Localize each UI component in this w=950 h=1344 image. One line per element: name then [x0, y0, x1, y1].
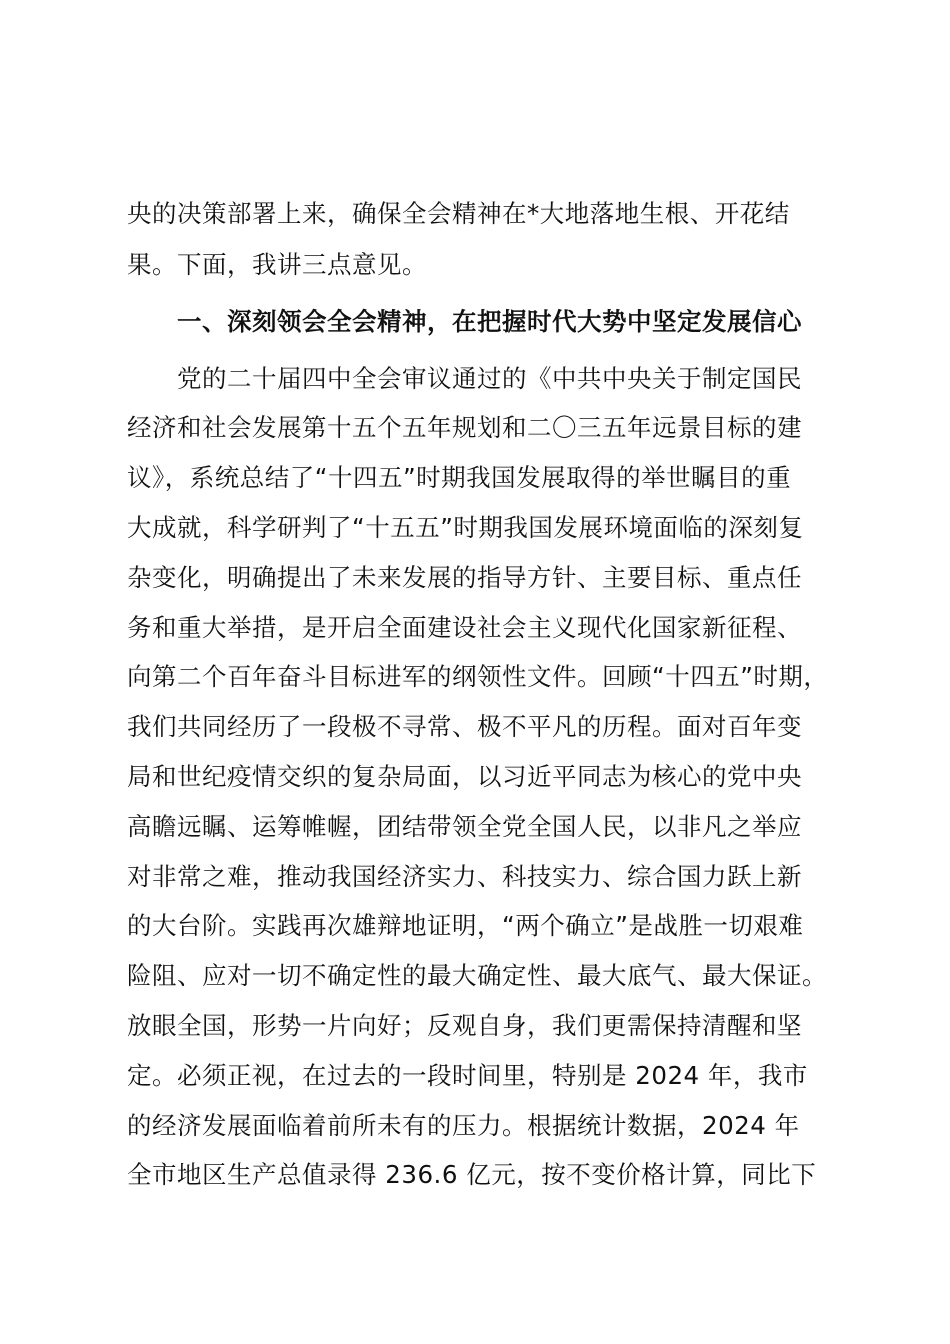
body-text-line: 的大台阶。实践再次雄辩地证明，“两个确立”是战胜一切艰难	[127, 911, 804, 940]
body-text-line: 的经济发展面临着前所未有的压力。根据统计数据，2024 年	[127, 1111, 800, 1140]
body-text-line: 杂变化，明确提出了未来发展的指导方针、主要目标、重点任	[127, 563, 802, 592]
body-text-line: 险阻、应对一切不确定性的最大确定性、最大底气、最大保证。	[127, 961, 827, 990]
body-text-line: 全市地区生产总值录得 236.6 亿元，按不变价格计算，同比下	[127, 1160, 817, 1189]
body-text-line: 央的决策部署上来，确保全会精神在*大地落地生根、开花结	[127, 199, 790, 228]
body-text-line: 定。必须正视，在过去的一段时间里，特别是 2024 年，我市	[127, 1061, 808, 1090]
body-text-line: 放眼全国，形势一片向好；反观自身，我们更需保持清醒和坚	[127, 1011, 802, 1040]
body-text-line: 务和重大举措，是开启全面建设社会主义现代化国家新征程、	[127, 613, 802, 642]
body-text-line: 议》，系统总结了“十四五”时期我国发展取得的举世瞩目的重	[127, 463, 792, 492]
body-text-line: 大成就，科学研判了“十五五”时期我国发展环境面临的深刻复	[127, 513, 804, 542]
body-text-line: 我们共同经历了一段极不寻常、极不平凡的历程。面对百年变	[127, 712, 802, 741]
body-text-line: 向第二个百年奋斗目标进军的纲领性文件。回顾“十四五”时期，	[127, 662, 829, 691]
body-text-line: 党的二十届四中全会审议通过的《中共中央关于制定国民	[177, 364, 802, 393]
body-text-line: 对非常之难，推动我国经济实力、科技实力、综合国力跃上新	[127, 862, 802, 891]
body-text-line: 高瞻远瞩、运筹帷幄，团结带领全党全国人民，以非凡之举应	[127, 812, 802, 841]
body-text-line: 果。下面，我讲三点意见。	[127, 250, 427, 279]
body-text-line: 局和世纪疫情交织的复杂局面，以习近平同志为核心的党中央	[127, 762, 802, 791]
section-heading: 一、深刻领会全会精神，在把握时代大势中坚定发展信心	[177, 307, 802, 336]
body-text-line: 经济和社会发展第十五个五年规划和二〇三五年远景目标的建	[127, 413, 802, 442]
